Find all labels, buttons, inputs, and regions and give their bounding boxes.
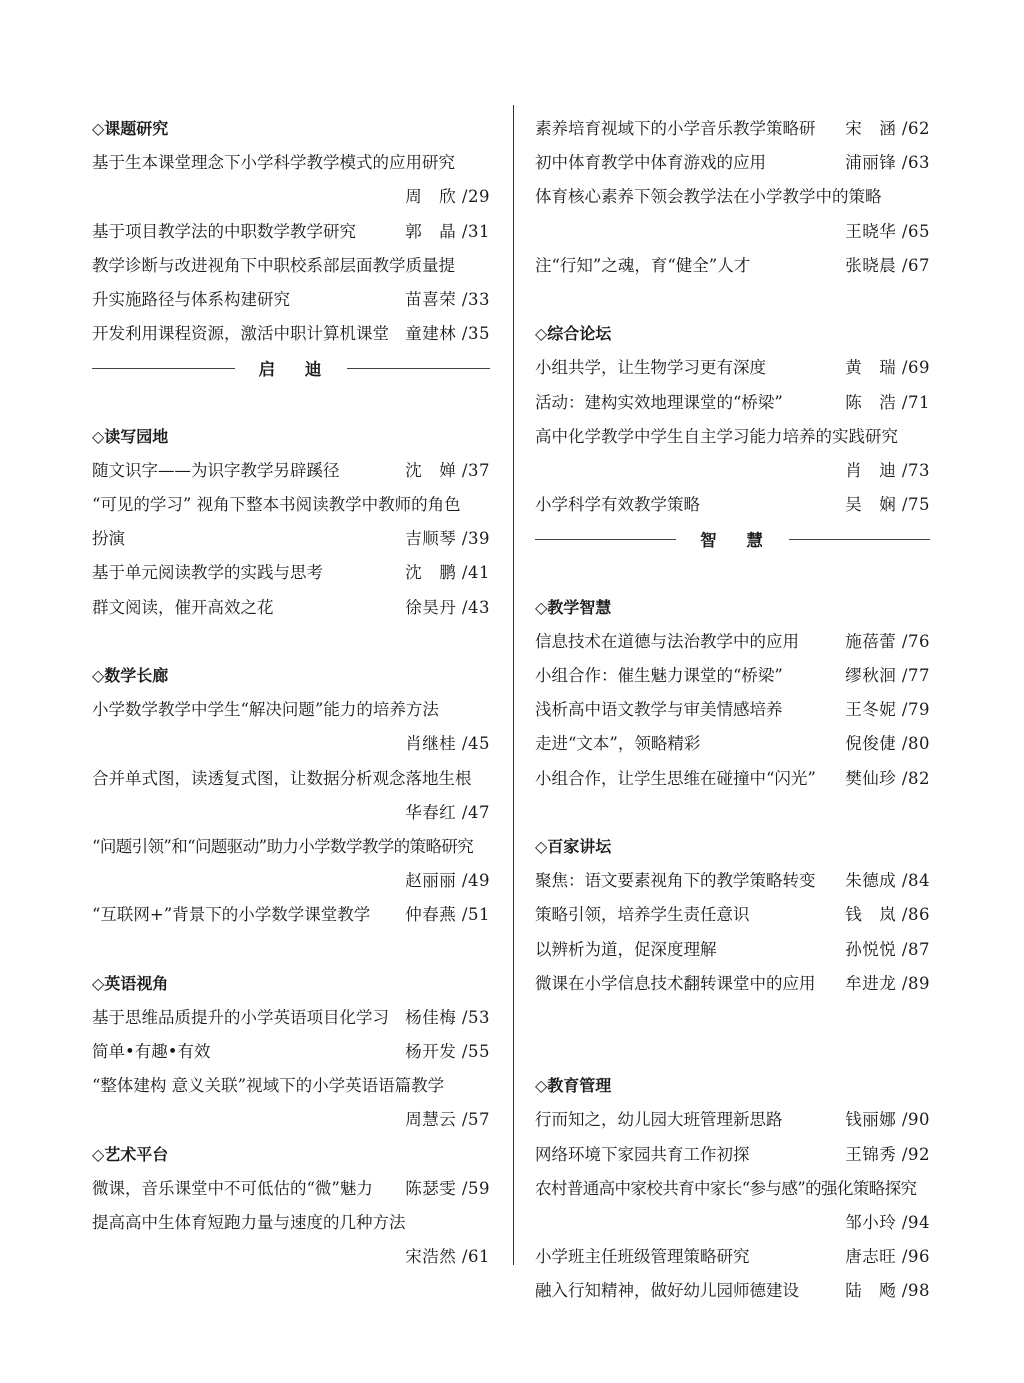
toc-entry-author: 施蓓蕾 /76 — [845, 631, 930, 651]
toc-entry-author: 杨佳梅 /53 — [405, 1007, 490, 1027]
toc-entry[interactable] — [535, 386, 930, 420]
toc-entry-title[interactable]: “问题引领”和“问题驱动”助力小学数学教学的策略研究 — [92, 836, 474, 856]
toc-entry[interactable] — [535, 659, 930, 693]
toc-entry[interactable] — [92, 591, 490, 625]
column-divider-rule — [513, 105, 514, 1265]
toc-entry-title[interactable]: 提高高中生体育短跑力量与速度的几种方法 — [92, 1213, 406, 1232]
toc-entry-author: 钱丽娜 /90 — [845, 1110, 930, 1130]
toc-entry-author: 仲春燕 /51 — [405, 905, 490, 925]
section-heading: ◇读写园地 — [92, 426, 169, 446]
toc-entry-title: 行而知之，幼儿园大班管理新思路 — [535, 1110, 783, 1130]
toc-entry-author: 孙悦悦 /87 — [845, 939, 930, 959]
toc-entry-title: “互联网+”背景下的小学数学课堂教学 — [92, 905, 371, 925]
section-heading: ◇课题研究 — [92, 119, 169, 138]
toc-entry-author: 王锦秀 /92 — [845, 1144, 930, 1164]
toc-entry-author: 陈瑟雯 /59 — [405, 1178, 490, 1198]
toc-entry-author: 宋浩然 /61 — [405, 1247, 490, 1267]
toc-entry-author: 浦丽锋 /63 — [845, 153, 930, 173]
toc-entry-title: 微课在小学信息技术翻转课堂中的应用 — [535, 973, 816, 993]
toc-entry-author: 华春红 /47 — [405, 802, 490, 822]
section-heading: ◇教学智慧 — [535, 597, 612, 617]
toc-entry-author: 童建林 /35 — [405, 324, 490, 344]
toc-entry-author: 吴 娴 /75 — [845, 495, 930, 515]
toc-entry-title: 群文阅读，催开高效之花 — [92, 597, 274, 617]
part-divider — [92, 351, 490, 385]
toc-entry-author: 郭 晶 /31 — [405, 221, 490, 241]
toc-entry-title: 走进“文本”，领略精彩 — [535, 734, 701, 754]
toc-entry[interactable] — [92, 215, 490, 249]
toc-entry-author: 缪秋洄 /77 — [845, 666, 930, 685]
toc-entry-title: 基于单元阅读教学的实践与思考 — [92, 563, 323, 583]
toc-entry-title-cont: 扮演 — [92, 529, 125, 549]
toc-entry[interactable] — [535, 933, 930, 967]
toc-entry-title[interactable]: 高中化学教学中学生自主学习能力培养的实践研究 — [535, 426, 898, 446]
toc-entry[interactable] — [535, 898, 930, 932]
toc-entry-author: 沈 鹏 /41 — [405, 563, 490, 583]
toc-entry[interactable] — [535, 693, 930, 727]
toc-entry-author: 张晓晨 /67 — [845, 255, 930, 275]
toc-entry[interactable] — [92, 898, 490, 932]
toc-entry-author: 倪俊倢 /80 — [845, 734, 930, 754]
toc-entry-author: 陈 浩 /71 — [845, 392, 930, 412]
toc-entry-author: 沈 婵 /37 — [405, 460, 490, 480]
toc-entry-author: 肖 迪 /73 — [845, 460, 930, 480]
toc-entry-author: 唐志旺 /96 — [845, 1247, 930, 1267]
toc-entry-title[interactable]: 基于生本课堂理念下小学科学教学模式的应用研究 — [92, 153, 455, 173]
toc-entry-title: 简单•有趣•有效 — [92, 1042, 211, 1062]
toc-entry-title: 融入行知精神，做好幼儿园师德建设 — [535, 1281, 799, 1301]
toc-entry-title[interactable]: 合并单式图，读透复式图，让数据分析观念落地生根 — [92, 768, 472, 788]
toc-entry-title: 活动：建构实效地理课堂的“桥梁” — [535, 392, 783, 412]
toc-entry[interactable] — [535, 146, 930, 180]
toc-entry-title: 基于思维品质提升的小学英语项目化学习 — [92, 1007, 389, 1027]
part-title: 智 慧 — [700, 531, 775, 551]
toc-entry[interactable] — [535, 249, 930, 283]
toc-entry-author: 牟进龙 /89 — [845, 973, 930, 993]
toc-entry-title: 以辨析为道，促深度理解 — [535, 939, 717, 959]
toc-entry-title: 信息技术在道德与法治教学中的应用 — [535, 631, 799, 651]
toc-entry-title: 小组共学，让生物学习更有深度 — [535, 358, 766, 378]
toc-entry-author: 王冬妮 /79 — [845, 700, 930, 720]
toc-entry-author: 周慧云 /57 — [405, 1110, 490, 1130]
toc-entry-title[interactable]: 小学数学教学中学生“解决问题”能力的培养方法 — [92, 700, 439, 720]
toc-entry[interactable] — [535, 967, 930, 1001]
toc-entry[interactable] — [535, 762, 930, 796]
toc-entry[interactable] — [92, 1035, 490, 1069]
toc-entry-title: 基于项目教学法的中职数学教学研究 — [92, 221, 356, 241]
toc-entry[interactable] — [92, 1001, 490, 1035]
toc-entry-author: 宋 涵 /62 — [845, 119, 930, 138]
section-heading: ◇教育管理 — [535, 1076, 612, 1096]
toc-entry-title[interactable]: “可见的学习” 视角下整本书阅读教学中教师的角色 — [92, 495, 461, 515]
section-heading: ◇艺术平台 — [92, 1144, 169, 1164]
toc-entry[interactable] — [92, 317, 490, 351]
section-heading: ◇百家讲坛 — [535, 836, 612, 856]
toc-entry-author: 黄 瑞 /69 — [845, 358, 930, 378]
section-heading: ◇英语视角 — [92, 973, 169, 993]
toc-entry-author: 王晓华 /65 — [845, 221, 930, 241]
toc-entry-author: 苗喜荣 /33 — [405, 289, 490, 309]
toc-entry-title-cont: 升实施路径与体系构建研究 — [92, 289, 290, 309]
toc-entry[interactable] — [535, 625, 930, 659]
section-heading: ◇综合论坛 — [535, 324, 612, 344]
toc-entry-title: 小组合作，让学生思维在碰撞中“闪光” — [535, 768, 816, 788]
toc-entry-title[interactable]: 教学诊断与改进视角下中职校系部层面教学质量提 — [92, 255, 455, 275]
toc-entry[interactable] — [92, 522, 490, 556]
toc-entry-title[interactable]: 体育核心素养下领会教学法在小学教学中的策略 — [535, 187, 882, 207]
toc-entry-author: 邹小玲 /94 — [845, 1213, 930, 1232]
toc-entry-title[interactable]: 农村普通高中家校共育中家长“参与感”的强化策略探究 — [535, 1178, 917, 1198]
toc-entry-title: 素养培育视域下的小学音乐教学策略研 — [535, 119, 816, 138]
toc-entry[interactable] — [92, 556, 490, 590]
toc-entry[interactable] — [92, 283, 490, 317]
toc-entry-title: 网络环境下家园共育工作初探 — [535, 1144, 750, 1164]
toc-entry[interactable] — [535, 488, 930, 522]
toc-right-column — [535, 112, 930, 1309]
toc-entry[interactable] — [535, 1138, 930, 1172]
toc-entry-author: 赵丽丽 /49 — [405, 871, 490, 891]
toc-entry-title: 注“行知”之魂，育“健全”人才 — [535, 255, 751, 275]
toc-entry-title: 小组合作：催生魅力课堂的“桥梁” — [535, 666, 783, 685]
toc-entry-title: 初中体育教学中体育游戏的应用 — [535, 153, 766, 173]
toc-entry[interactable] — [535, 351, 930, 385]
toc-entry-author: 钱 岚 /86 — [845, 905, 930, 925]
toc-entry[interactable] — [535, 112, 930, 146]
toc-entry-title: 小学科学有效教学策略 — [535, 495, 700, 515]
toc-entry[interactable] — [92, 1172, 490, 1206]
toc-left-column — [92, 112, 490, 1274]
toc-entry[interactable] — [535, 1274, 930, 1308]
part-title: 启 迪 — [258, 360, 334, 380]
toc-entry-title: 浅析高中语文教学与审美情感培养 — [535, 700, 783, 720]
toc-entry-title: 微课，音乐课堂中不可低估的“微”魅力 — [92, 1178, 373, 1198]
toc-entry[interactable] — [535, 727, 930, 761]
toc-entry-title: 开发利用课程资源，激活中职计算机课堂 — [92, 324, 389, 344]
toc-entry-title: 聚焦：语文要素视角下的教学策略转变 — [535, 871, 816, 891]
toc-entry[interactable] — [535, 1240, 930, 1274]
toc-entry-author: 徐昊丹 /43 — [405, 597, 490, 617]
toc-entry[interactable] — [92, 454, 490, 488]
section-heading: ◇数学长廊 — [92, 666, 169, 685]
toc-entry-author: 朱德成 /84 — [845, 871, 930, 891]
toc-entry-author: 肖继桂 /45 — [405, 734, 490, 754]
toc-entry-author: 吉顺琴 /39 — [405, 529, 490, 549]
toc-entry-title: 小学班主任班级管理策略研究 — [535, 1247, 750, 1267]
toc-entry-title: 随文识字——为识字教学另辟蹊径 — [92, 460, 340, 480]
toc-entry-title: 策略引领，培养学生责任意识 — [535, 905, 750, 925]
toc-entry-author: 樊仙珍 /82 — [845, 768, 930, 788]
part-divider — [535, 522, 930, 556]
toc-entry[interactable] — [535, 864, 930, 898]
toc-entry[interactable] — [535, 1103, 930, 1137]
toc-entry-title[interactable]: “整体建构 意义关联”视域下的小学英语语篇教学 — [92, 1076, 445, 1096]
toc-entry-author: 陆 飏 /98 — [845, 1281, 930, 1301]
toc-entry-author: 杨开发 /55 — [405, 1042, 490, 1062]
toc-entry-author: 周 欣 /29 — [405, 187, 490, 207]
